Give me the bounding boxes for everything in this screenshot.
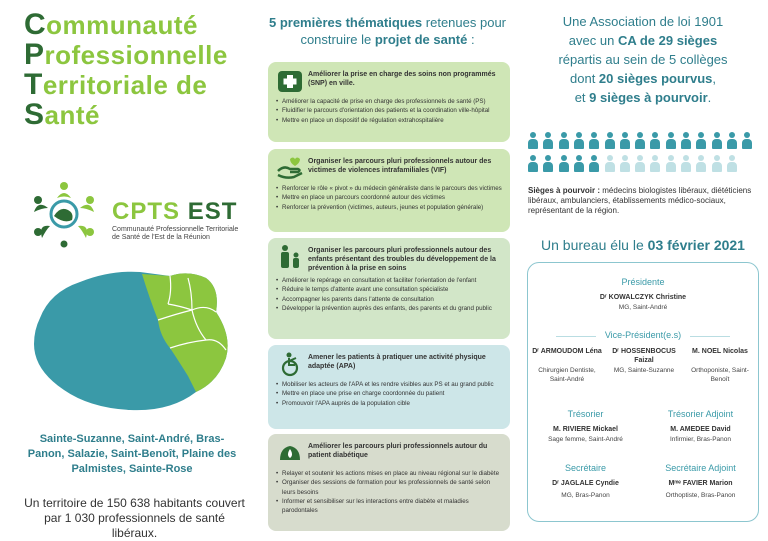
bureau-panel [527, 262, 759, 522]
president-desc: MG, Saint-André [618, 304, 668, 311]
seat-filled-icon [589, 132, 599, 150]
family-icon [276, 244, 304, 270]
seat-to-fill-icon [696, 155, 706, 173]
seat-filled-icon [696, 132, 706, 150]
vp-name: M. NOEL Nicolas [692, 348, 748, 355]
seat-filled-icon [543, 132, 553, 150]
list-item: • Fluidifier le parcours d'orientation des patients et la coordination ville-hôpital [276, 106, 502, 115]
seat-filled-icon [712, 132, 722, 150]
seat-filled-icon [528, 132, 538, 150]
list-item: • Mettre en place un parcours coordonné autour des victimes [276, 193, 502, 202]
list-item: • Réduire le temps d'attente avant une consultation spécialiste [276, 285, 502, 294]
theme-title: Organiser les parcours pluri professionnels autour des victimes de violences intrafamiliales (VIF) [308, 158, 492, 174]
treasurer-role: Trésorier [567, 409, 604, 419]
theme-card-vif [268, 149, 510, 232]
theme-card-diabetes [268, 434, 510, 531]
seat-filled-icon [742, 132, 752, 150]
territory-summary: Un territoire de 150 638 habitants couvert par 1 030 professionnels de santé libéraux. [24, 496, 245, 540]
seat-to-fill-icon [666, 155, 676, 173]
logo-subtitle: Communauté Professionnelle Territoriale de Santé de l'Est de la Réunion [112, 226, 239, 241]
theme-title: Améliorer les parcours pluri professionnels autour du patient diabétique [308, 443, 488, 459]
themes-heading: 5 premières thématiques retenues pour construire le projet de santé : [268, 15, 507, 47]
seat-filled-icon [727, 132, 737, 150]
medical-care-icon [276, 68, 304, 94]
theme-card-children [268, 238, 510, 339]
deputy-treasurer-desc: Infirmier, Bras-Panon [669, 436, 732, 443]
diabetes-care-icon [276, 440, 304, 466]
physical-activity-icon [276, 351, 304, 377]
title-line-3: Territoriale de [24, 68, 208, 101]
seat-to-fill-icon [605, 155, 615, 173]
seats-to-fill-note: Sièges à pourvoir : médecins biologistes libéraux, diététiciens libéraux, ambulanciers, établissements médico-sociaux, représentant de la région. [528, 186, 752, 215]
page-title [24, 10, 264, 130]
deputy-treasurer-role: Trésorier Adjoint [667, 409, 734, 419]
seat-filled-icon [681, 132, 691, 150]
theme-title: Amener les patients à pratiquer une activité physique adaptée (APA) [308, 354, 486, 370]
list-item: • Mettre en place une prise en charge coordonnée du patient [276, 389, 502, 398]
seats-pictogram [528, 132, 760, 176]
list-item: • Développer la prévention auprès des enfants, des parents et du grand public [276, 304, 502, 313]
seat-to-fill-icon [712, 155, 722, 173]
vice-president-role: Vice-Président(e.s) [604, 330, 682, 340]
list-item: • Promouvoir l'APA auprès de la population cible [276, 399, 502, 408]
reunion-island-map [20, 240, 250, 420]
vp-desc: Orthoponiste, Saint-Benoît [691, 367, 749, 383]
logo-name: CPTS EST [112, 198, 238, 225]
deputy-secretary-name: Mᵐᵉ FAVIER Marion [668, 480, 733, 487]
vp-name: Dʳ ARMOUDOM Léna [532, 348, 602, 355]
deputy-treasurer-name: M. AMEDEE David [670, 426, 731, 433]
seat-to-fill-icon [635, 155, 645, 173]
list-item: • Renforcer la prévention (victimes, auteurs, jeunes et population générale) [276, 203, 502, 212]
secretary-name: Dʳ JAGLALE Cyndie [552, 480, 619, 487]
secretary-desc: MG, Bras-Panon [561, 492, 610, 499]
deputy-secretary-role: Secrétaire Adjoint [665, 463, 736, 473]
list-item: • Organiser des sessions de formation pour les professionnels de santé selon leurs besoins [276, 478, 502, 497]
association-summary: Une Association de loi 1901 avec un CA de 29 sièges répartis au sein de 5 collèges dont 20 sièges pourvus, et 9 sièges à pourvoir. [558, 14, 728, 105]
list-item: • Améliorer le repérage en consultation et faciliter l'orientation de l'enfant [276, 276, 502, 285]
title-line-2: Professionnelle [24, 38, 228, 71]
theme-card-snp [268, 62, 510, 142]
cpts-logo [24, 178, 264, 248]
vp-desc: Chirurgien Dentiste, Saint-André [538, 367, 596, 383]
seat-filled-icon [650, 132, 660, 150]
list-item: • Relayer et soutenir les actions mises en place au niveau régional sur le diabète [276, 469, 502, 478]
seat-filled-icon [528, 155, 538, 173]
theme-title: Organiser les parcours pluri professionnels autour des enfants présentant des troubles du développement de la prévention à la prise en soins [308, 247, 496, 272]
list-item: • Accompagner les parents dans l'attente de consultation [276, 295, 502, 304]
list-item: • Mettre en place un dispositif de régulation extrahospitalière [276, 116, 502, 125]
seat-filled-icon [635, 132, 645, 150]
seat-filled-icon [620, 132, 630, 150]
cpts-people-circle-icon [24, 178, 104, 248]
seat-filled-icon [589, 155, 599, 173]
caring-hands-icon [276, 155, 304, 181]
seat-filled-icon [605, 132, 615, 150]
treasurer-name: M. RIVIERE Mickael [553, 426, 618, 433]
president-role: Présidente [621, 277, 665, 287]
vp-desc: MG, Sainte-Suzanne [613, 367, 675, 374]
seat-to-fill-icon [727, 155, 737, 173]
president-name: Dʳ KOWALCZYK Christine [599, 294, 687, 301]
theme-card-apa [268, 345, 510, 429]
seat-to-fill-icon [620, 155, 630, 173]
secretary-role: Secrétaire [564, 463, 607, 473]
bureau-heading: Un bureau élu le 03 février 2021 [541, 237, 745, 253]
title-line-4: Santé [24, 98, 100, 131]
list-item: • Informer et sensibiliser sur les interactions entre diabète et maladies parodontales [276, 497, 502, 516]
list-item: • Mobiliser les acteurs de l'APA et les rendre visibles aux PS et au grand public [276, 380, 502, 389]
communes-list: Sainte-Suzanne, Saint-André, Bras-Panon, Salazie, Saint-Benoît, Plaine des Palmistes, Sainte-Rose [27, 433, 237, 475]
seat-to-fill-icon [650, 155, 660, 173]
seat-filled-icon [574, 155, 584, 173]
theme-title: Améliorer la prise en charge des soins non programmés (SNP) en ville. [308, 71, 496, 87]
seat-filled-icon [559, 132, 569, 150]
seat-filled-icon [574, 132, 584, 150]
title-line-1: Communauté [24, 8, 199, 41]
list-item: • Améliorer la capacité de prise en charge des professionnels de santé (PS) [276, 97, 502, 106]
seat-filled-icon [543, 155, 553, 173]
deputy-secretary-desc: Orthoptiste, Bras-Panon [665, 492, 736, 499]
vp-name: Dʳ HOSSENBOCUS Faizal [612, 348, 676, 364]
treasurer-desc: Sage femme, Saint-André [548, 436, 623, 443]
seat-to-fill-icon [681, 155, 691, 173]
seat-filled-icon [666, 132, 676, 150]
list-item: • Renforcer le rôle « pivot » du médecin généraliste dans le parcours des victimes [276, 184, 502, 193]
seat-filled-icon [559, 155, 569, 173]
